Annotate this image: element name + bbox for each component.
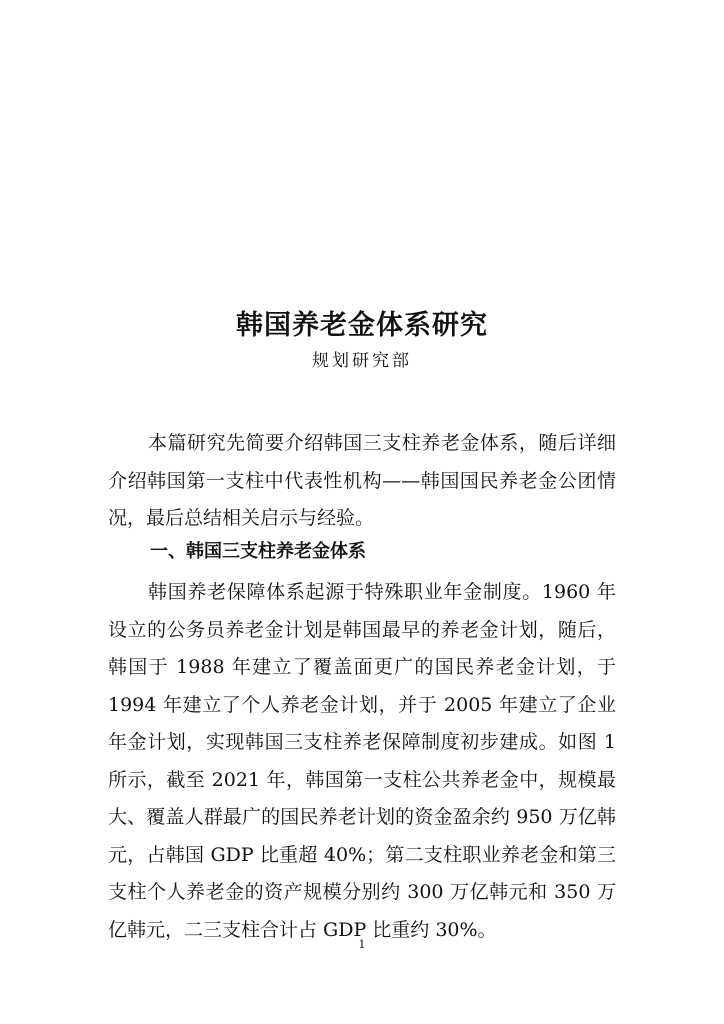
document-title: 韩国养老金体系研究 [236,310,488,341]
section-paragraph: 韩国养老保障体系起源于特殊职业年金制度。1960 年设立的公务员养老金计划是韩国最早的养老金计划，随后，韩国于 1988 年建立了覆盖面更广的国民养老金计划，于 1994 年建立了个人养老金计划，并于 2005 年建立了企业年金计划，实现韩国三支柱养老保障制度初步建成。如图 1 所示，截至 2021 年，韩国第一支柱公共养老金中，规模最大、覆盖人群最广的国民养老计划的资金盈余约 950 万亿韩元，占韩国 GDP 比重超 40%；第二支柱职业养老金和第三支柱个人养老金的资产规模分别约 300 万亿韩元和 350 万亿韩元，二三支柱合计占 GDP 比重约 30%。 [108,581,616,941]
page-number: 1 [358,938,366,951]
intro-paragraph: 本篇研究先简要介绍韩国三支柱养老金体系，随后详细介绍韩国第一支柱中代表性机构——韩国国民养老金公团情况，最后总结相关启示与经验。 [108,432,616,529]
document-author: 规划研究部 [312,351,412,371]
section-heading: 一、韩国三支柱养老金体系 [150,541,366,562]
